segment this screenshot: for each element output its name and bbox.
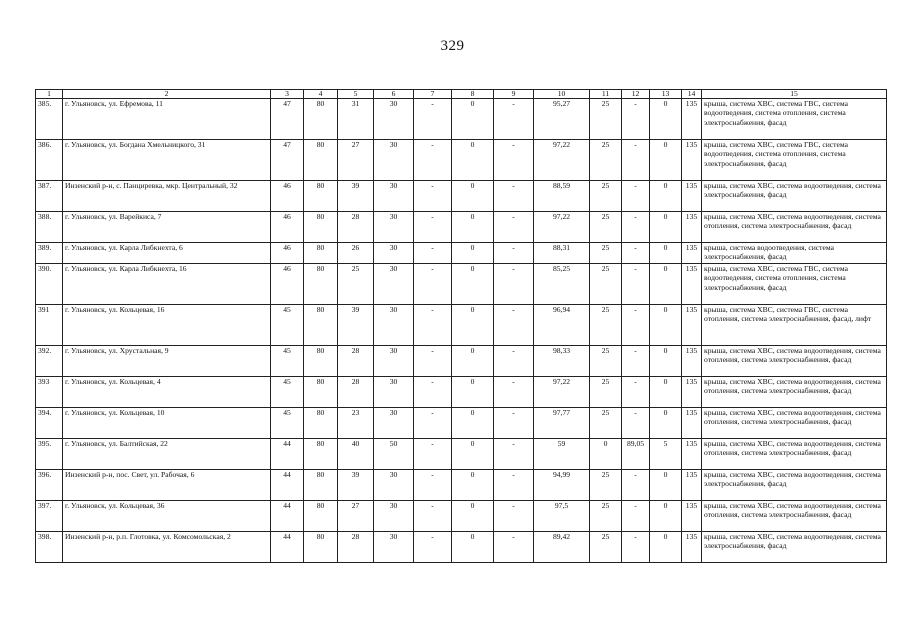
value-cell: - — [414, 470, 452, 501]
value-cell: - — [414, 532, 452, 563]
row-number: 389. — [36, 243, 63, 264]
table-row — [36, 377, 887, 408]
value-cell: 44 — [271, 532, 304, 563]
works-cell: крыша, система ХВС, система водоотведения, система электроснабжения, фасад — [702, 181, 887, 212]
value-cell: 0 — [590, 439, 622, 470]
value-cell: 135 — [682, 408, 702, 439]
value-cell: 0 — [452, 377, 494, 408]
value-cell: 80 — [304, 501, 338, 532]
value-cell: - — [414, 305, 452, 346]
value-cell: 44 — [271, 439, 304, 470]
row-number: 391 — [36, 305, 63, 346]
value-cell: - — [414, 439, 452, 470]
value-cell: 46 — [271, 243, 304, 264]
value-cell: 0 — [650, 346, 682, 377]
works-cell: крыша, система ХВС, система водоотведения, система электроснабжения, фасад — [702, 532, 887, 563]
value-cell: 80 — [304, 470, 338, 501]
value-cell: 135 — [682, 243, 702, 264]
table-row — [36, 501, 887, 532]
works-cell: крыша, система ХВС, система водоотведения, система отопления, система электроснабжения, фасад — [702, 212, 887, 243]
value-cell: 30 — [374, 212, 414, 243]
value-cell: - — [414, 377, 452, 408]
value-cell: - — [414, 243, 452, 264]
value-cell: 0 — [650, 305, 682, 346]
value-cell: 46 — [271, 212, 304, 243]
row-number: 395. — [36, 439, 63, 470]
address-cell: Инзенский р-н, пос. Свет, ул. Рабочая, 6 — [63, 470, 271, 501]
value-cell: 97,5 — [534, 501, 590, 532]
value-cell: - — [414, 408, 452, 439]
value-cell: 25 — [590, 305, 622, 346]
address-cell: г. Ульяновск, ул. Карла Либкнехта, 6 — [63, 243, 271, 264]
value-cell: 97,77 — [534, 408, 590, 439]
row-number: 398. — [36, 532, 63, 563]
value-cell: 135 — [682, 99, 702, 140]
value-cell: - — [494, 470, 534, 501]
table-row — [36, 181, 887, 212]
page-number: 329 — [440, 38, 465, 54]
value-cell: 0 — [452, 212, 494, 243]
value-cell: 47 — [271, 99, 304, 140]
value-cell: 88,59 — [534, 181, 590, 212]
value-cell: - — [622, 99, 650, 140]
value-cell: 80 — [304, 439, 338, 470]
value-cell: - — [622, 212, 650, 243]
value-cell: 97,22 — [534, 377, 590, 408]
value-cell: - — [414, 140, 452, 181]
value-cell: 30 — [374, 501, 414, 532]
value-cell: 0 — [452, 532, 494, 563]
value-cell: 80 — [304, 305, 338, 346]
value-cell: - — [494, 377, 534, 408]
table-row — [36, 243, 887, 264]
table-row — [36, 470, 887, 501]
column-number: 10 — [534, 90, 590, 99]
value-cell: - — [494, 264, 534, 305]
value-cell: 135 — [682, 439, 702, 470]
column-number: 14 — [682, 90, 702, 99]
value-cell: 30 — [374, 532, 414, 563]
value-cell: 47 — [271, 140, 304, 181]
capital-repair-table — [35, 89, 887, 563]
value-cell: 0 — [650, 408, 682, 439]
value-cell: 30 — [374, 346, 414, 377]
value-cell: 46 — [271, 181, 304, 212]
value-cell: 30 — [374, 377, 414, 408]
value-cell: 89,05 — [622, 439, 650, 470]
value-cell: 97,22 — [534, 140, 590, 181]
value-cell: 45 — [271, 305, 304, 346]
value-cell: 135 — [682, 264, 702, 305]
value-cell: 50 — [374, 439, 414, 470]
value-cell: - — [494, 532, 534, 563]
works-cell: крыша, система водоотведения, система электроснабжения, фасад — [702, 243, 887, 264]
value-cell: 30 — [374, 408, 414, 439]
value-cell: 80 — [304, 181, 338, 212]
value-cell: 25 — [590, 532, 622, 563]
value-cell: 39 — [338, 305, 374, 346]
table-row — [36, 140, 887, 181]
row-number: 390. — [36, 264, 63, 305]
value-cell: - — [494, 140, 534, 181]
value-cell: 135 — [682, 346, 702, 377]
value-cell: 27 — [338, 140, 374, 181]
value-cell: 25 — [590, 264, 622, 305]
value-cell: 0 — [452, 264, 494, 305]
value-cell: 135 — [682, 532, 702, 563]
value-cell: 89,42 — [534, 532, 590, 563]
value-cell: 40 — [338, 439, 374, 470]
value-cell: 135 — [682, 501, 702, 532]
value-cell: 0 — [650, 501, 682, 532]
column-number: 4 — [304, 90, 338, 99]
address-cell: г. Ульяновск, ул. Богдана Хмельницкого, 31 — [63, 140, 271, 181]
row-number: 386. — [36, 140, 63, 181]
address-cell: г. Ульяновск, ул. Варейкиса, 7 — [63, 212, 271, 243]
row-number: 396. — [36, 470, 63, 501]
value-cell: 98,33 — [534, 346, 590, 377]
value-cell: - — [414, 264, 452, 305]
value-cell: - — [494, 305, 534, 346]
value-cell: 0 — [452, 140, 494, 181]
row-number: 388. — [36, 212, 63, 243]
value-cell: 0 — [452, 243, 494, 264]
value-cell: 135 — [682, 377, 702, 408]
value-cell: - — [494, 501, 534, 532]
value-cell: 135 — [682, 305, 702, 346]
value-cell: 28 — [338, 212, 374, 243]
value-cell: 80 — [304, 532, 338, 563]
row-number: 387. — [36, 181, 63, 212]
value-cell: - — [414, 346, 452, 377]
column-number: 12 — [622, 90, 650, 99]
table-row — [36, 264, 887, 305]
column-number: 6 — [374, 90, 414, 99]
value-cell: 25 — [590, 181, 622, 212]
value-cell: - — [622, 501, 650, 532]
value-cell: 0 — [452, 470, 494, 501]
value-cell: 80 — [304, 346, 338, 377]
column-number: 11 — [590, 90, 622, 99]
table-body — [36, 90, 887, 563]
value-cell: - — [622, 408, 650, 439]
value-cell: 0 — [452, 99, 494, 140]
value-cell: 0 — [452, 305, 494, 346]
value-cell: 0 — [650, 243, 682, 264]
value-cell: 0 — [452, 501, 494, 532]
works-cell: крыша, система ХВС, система водоотведения, система отопления, система электроснабжения, фасад — [702, 346, 887, 377]
value-cell: 25 — [338, 264, 374, 305]
value-cell: 0 — [650, 140, 682, 181]
value-cell: 0 — [452, 408, 494, 439]
value-cell: 80 — [304, 408, 338, 439]
value-cell: 0 — [452, 439, 494, 470]
address-cell: Инзенский р-н, с. Панциревка, мкр. Центральный, 32 — [63, 181, 271, 212]
table-row — [36, 439, 887, 470]
value-cell: 30 — [374, 264, 414, 305]
works-cell: крыша, система ХВС, система ГВС, система отопления, система электроснабжения, фасад, лифт — [702, 305, 887, 346]
row-number: 394. — [36, 408, 63, 439]
value-cell: - — [622, 532, 650, 563]
value-cell: 30 — [374, 243, 414, 264]
row-number: 392. — [36, 346, 63, 377]
value-cell: 80 — [304, 140, 338, 181]
address-cell: г. Ульяновск, ул. Карла Либкнехта, 16 — [63, 264, 271, 305]
value-cell: - — [494, 181, 534, 212]
value-cell: 25 — [590, 377, 622, 408]
works-cell: крыша, система ХВС, система водоотведения, система отопления, система электроснабжения, фасад — [702, 377, 887, 408]
value-cell: 25 — [590, 346, 622, 377]
works-cell: крыша, система ХВС, система ГВС, система водоотведения, система отопления, система электроснабжения, фасад — [702, 99, 887, 140]
value-cell: 25 — [590, 212, 622, 243]
row-number: 385. — [36, 99, 63, 140]
address-cell: г. Ульяновск, ул. Кольцевая, 36 — [63, 501, 271, 532]
value-cell: 31 — [338, 99, 374, 140]
value-cell: 28 — [338, 346, 374, 377]
value-cell: 80 — [304, 212, 338, 243]
value-cell: 25 — [590, 243, 622, 264]
address-cell: г. Ульяновск, ул. Кольцевая, 10 — [63, 408, 271, 439]
value-cell: 30 — [374, 99, 414, 140]
column-number: 15 — [702, 90, 887, 99]
value-cell: - — [494, 439, 534, 470]
value-cell: - — [414, 99, 452, 140]
value-cell: 0 — [452, 346, 494, 377]
value-cell: 80 — [304, 377, 338, 408]
value-cell: 26 — [338, 243, 374, 264]
address-cell: г. Ульяновск, ул. Ефремова, 11 — [63, 99, 271, 140]
value-cell: 135 — [682, 470, 702, 501]
value-cell: 80 — [304, 243, 338, 264]
column-number: 1 — [36, 90, 63, 99]
works-cell: крыша, система ХВС, система ГВС, система водоотведения, система отопления, система электроснабжения, фасад — [702, 264, 887, 305]
value-cell: - — [622, 346, 650, 377]
value-cell: - — [622, 264, 650, 305]
address-cell: г. Ульяновск, ул. Хрустальная, 9 — [63, 346, 271, 377]
value-cell: 0 — [650, 470, 682, 501]
value-cell: - — [622, 243, 650, 264]
value-cell: - — [494, 99, 534, 140]
value-cell: 25 — [590, 501, 622, 532]
value-cell: - — [494, 408, 534, 439]
value-cell: 0 — [650, 377, 682, 408]
column-number: 2 — [63, 90, 271, 99]
value-cell: 80 — [304, 264, 338, 305]
table-row — [36, 99, 887, 140]
value-cell: - — [494, 212, 534, 243]
value-cell: 5 — [650, 439, 682, 470]
value-cell: 25 — [590, 140, 622, 181]
value-cell: 135 — [682, 212, 702, 243]
value-cell: - — [494, 243, 534, 264]
column-number: 8 — [452, 90, 494, 99]
value-cell: 39 — [338, 181, 374, 212]
value-cell: 30 — [374, 181, 414, 212]
value-cell: 0 — [452, 181, 494, 212]
value-cell: 45 — [271, 377, 304, 408]
column-number-row — [36, 90, 887, 99]
value-cell: 23 — [338, 408, 374, 439]
value-cell: 96,94 — [534, 305, 590, 346]
value-cell: 0 — [650, 181, 682, 212]
table-row — [36, 532, 887, 563]
value-cell: - — [622, 377, 650, 408]
value-cell: 27 — [338, 501, 374, 532]
value-cell: 39 — [338, 470, 374, 501]
value-cell: - — [414, 181, 452, 212]
value-cell: 25 — [590, 99, 622, 140]
value-cell: 97,22 — [534, 212, 590, 243]
value-cell: 85,25 — [534, 264, 590, 305]
column-number: 9 — [494, 90, 534, 99]
value-cell: - — [414, 212, 452, 243]
address-cell: г. Ульяновск, ул. Балтийская, 22 — [63, 439, 271, 470]
works-cell: крыша, система ХВС, система водоотведения, система отопления, система электроснабжения, фасад — [702, 408, 887, 439]
table-row — [36, 346, 887, 377]
value-cell: 28 — [338, 532, 374, 563]
value-cell: - — [622, 305, 650, 346]
row-number: 393 — [36, 377, 63, 408]
value-cell: 59 — [534, 439, 590, 470]
works-cell: крыша, система ХВС, система водоотведения, система отопления, система электроснабжения, фасад — [702, 439, 887, 470]
value-cell: 46 — [271, 264, 304, 305]
address-cell: Инзенский р-н, р.п. Глотовка, ул. Комсомольская, 2 — [63, 532, 271, 563]
value-cell: 25 — [590, 408, 622, 439]
value-cell: 135 — [682, 181, 702, 212]
value-cell: 135 — [682, 140, 702, 181]
value-cell: 0 — [650, 264, 682, 305]
value-cell: 30 — [374, 470, 414, 501]
value-cell: 44 — [271, 501, 304, 532]
value-cell: 0 — [650, 99, 682, 140]
address-cell: г. Ульяновск, ул. Кольцевая, 16 — [63, 305, 271, 346]
value-cell: - — [622, 140, 650, 181]
value-cell: 28 — [338, 377, 374, 408]
value-cell: 0 — [650, 532, 682, 563]
value-cell: 80 — [304, 99, 338, 140]
table-row — [36, 212, 887, 243]
table-row — [36, 305, 887, 346]
column-number: 7 — [414, 90, 452, 99]
value-cell: 94,99 — [534, 470, 590, 501]
value-cell: 0 — [650, 212, 682, 243]
value-cell: 88,31 — [534, 243, 590, 264]
table-row — [36, 408, 887, 439]
value-cell: - — [622, 181, 650, 212]
works-cell: крыша, система ХВС, система ГВС, система водоотведения, система отопления, система электроснабжения, фасад — [702, 140, 887, 181]
value-cell: 25 — [590, 470, 622, 501]
value-cell: 30 — [374, 140, 414, 181]
value-cell: 95,27 — [534, 99, 590, 140]
works-cell: крыша, система ХВС, система водоотведения, система электроснабжения, фасад — [702, 470, 887, 501]
column-number: 3 — [271, 90, 304, 99]
value-cell: - — [622, 470, 650, 501]
value-cell: 45 — [271, 346, 304, 377]
row-number: 397. — [36, 501, 63, 532]
column-number: 13 — [650, 90, 682, 99]
works-cell: крыша, система ХВС, система водоотведения, система отопления, система электроснабжения, фасад — [702, 501, 887, 532]
address-cell: г. Ульяновск, ул. Кольцевая, 4 — [63, 377, 271, 408]
value-cell: - — [414, 501, 452, 532]
value-cell: 44 — [271, 470, 304, 501]
value-cell: - — [494, 346, 534, 377]
column-number: 5 — [338, 90, 374, 99]
value-cell: 45 — [271, 408, 304, 439]
value-cell: 30 — [374, 305, 414, 346]
